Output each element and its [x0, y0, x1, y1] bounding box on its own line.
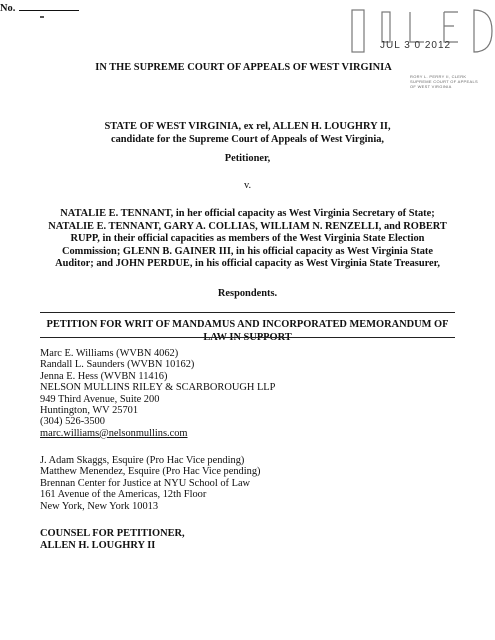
respondents-line: RUPP, in their official capacities as members of the West Virginia State Election: [70, 233, 425, 244]
versus: v.: [243, 180, 252, 191]
counsel-line: 949 Third Avenue, Suite 200: [40, 393, 160, 405]
filed-date: JUL 3 0 2012: [380, 40, 452, 51]
respondents-line: NATALIE E. TENNANT, in her official capacity as West Virginia Secretary of State;: [60, 208, 435, 219]
filed-office-line1: RORY L. PERRY II, CLERK: [410, 74, 467, 79]
respondents-line: Commission; GLENN B. GAINER III, in his official capacity as West Virginia State: [61, 245, 433, 257]
counsel-for-line: COUNSEL FOR PETITIONER,: [40, 528, 185, 539]
filed-stamp-letters: [350, 4, 495, 64]
relator-block: [0, 121, 495, 146]
counsel-line: Brennan Center for Justice at NYU School of Law: [40, 477, 251, 489]
respondents-line: NATALIE E. TENNANT, GARY A. COLLIAS, WILLIAM N. RENZELLI, and ROBERT: [48, 220, 447, 232]
case-number-blank: [19, 0, 79, 11]
respondents-line: Auditor; and JOHN PERDUE, in his official capacity as West Virginia State Treasurer,: [55, 258, 440, 269]
counsel-line: J. Adam Skaggs, Esquire (Pro Hac Vice pending): [40, 455, 245, 466]
scan-mark: [40, 16, 44, 18]
counsel-line: Jenna E. Hess (WVBN 11416): [40, 370, 168, 382]
counsel-group-1: [40, 348, 275, 439]
counsel-line: Marc E. Williams (WVBN 4062): [40, 348, 179, 359]
counsel-line: (304) 526-3500: [40, 416, 105, 428]
relator-line: STATE OF WEST VIRGINIA, ex rel, ALLEN H. LOUGHRY II,: [104, 121, 391, 132]
case-number-label: No.: [0, 3, 16, 14]
filed-stamp: [350, 4, 495, 104]
petition-title: [30, 319, 465, 344]
counsel-for-line: ALLEN H. LOUGHRY II: [40, 540, 156, 551]
counsel-line: Randall L. Saunders (WVBN 10162): [40, 359, 195, 371]
case-number-line: [0, 0, 100, 16]
court-heading: IN THE SUPREME COURT OF APPEALS OF WEST VIRGINIA: [95, 62, 392, 73]
title-top-rule: [40, 312, 455, 313]
petition-title-line: PETITION FOR WRIT OF MANDAMUS AND INCORPORATED MEMORANDUM OF: [46, 319, 449, 330]
counsel-line: Matthew Menendez, Esquire (Pro Hac Vice pending): [40, 466, 261, 478]
counsel-for-petitioner: [40, 528, 185, 552]
title-bottom-rule: [40, 337, 455, 338]
respondents-role: Respondents.: [217, 288, 278, 299]
petitioner-role: Petitioner,: [224, 153, 271, 164]
counsel-line: NELSON MULLINS RILEY & SCARBOROUGH LLP: [40, 382, 276, 394]
counsel-group-2: [40, 455, 261, 512]
relator-line: candidate for the Supreme Court of Appeals of West Virginia,: [110, 133, 385, 145]
counsel-line: 161 Avenue of the Americas, 12th Floor: [40, 489, 207, 501]
counsel-email-link[interactable]: marc.williams@nelsonmullins.com: [40, 427, 188, 439]
counsel-line: Huntington, WV 25701: [40, 405, 139, 417]
counsel-line: New York, New York 10013: [40, 500, 159, 512]
respondents-block: [0, 208, 495, 271]
petition-title-line: LAW IN SUPPORT: [203, 331, 292, 343]
filed-office-line2: SUPREME COURT OF APPEALS: [410, 79, 478, 84]
filed-office: [410, 74, 478, 89]
filed-office-line3: OF WEST VIRGINIA: [410, 84, 452, 89]
